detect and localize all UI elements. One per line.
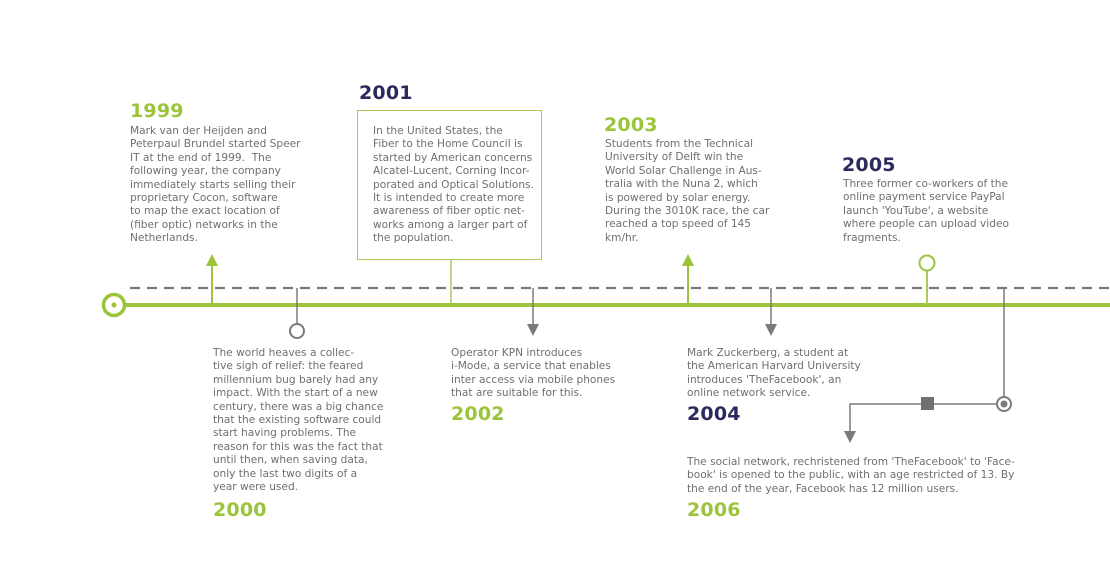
text-line: that are suitable for this.: [451, 387, 583, 400]
text-line: following year, the company: [130, 165, 281, 178]
text-line: The social network, rechristened from 'TheFacebook' to 'Face-: [687, 456, 1015, 468]
text-line: Peterpaul Brundel started Speer: [130, 138, 301, 151]
text-line: km/hr.: [605, 231, 639, 244]
text-line: In the United States, the: [373, 125, 503, 137]
year-2001: 2001: [359, 82, 413, 104]
text-line: Three former co-workers of the: [843, 178, 1008, 190]
arrow-down-icon: [527, 324, 539, 336]
text-line: only the last two digits of a: [213, 467, 358, 480]
text-line: awareness of fiber optic net-: [373, 205, 525, 218]
text-line: World Solar Challenge in Aus-: [605, 164, 762, 177]
year-2004: 2004: [687, 403, 741, 425]
text-line: reached a top speed of 145: [605, 218, 752, 231]
year-2002: 2002: [451, 403, 505, 425]
text-line: the population.: [373, 232, 454, 245]
year-2005: 2005: [842, 154, 896, 176]
text-line: During the 3010K race, the car: [605, 205, 770, 218]
text-line: Alcatel-Lucent, Corning Incor-: [373, 165, 530, 178]
square-marker-icon: [921, 397, 934, 410]
text-line: Fiber to the Home Council is: [373, 138, 523, 151]
year-1999: 1999: [130, 100, 184, 122]
text-line: fragments.: [843, 231, 901, 244]
text-line: i-Mode, a service that enables: [451, 360, 611, 373]
text-line: online network service.: [687, 387, 811, 400]
arrow-down-icon: [765, 324, 777, 336]
text-line: century, there was a big chance: [213, 400, 384, 413]
text-line: impact. With the start of a new: [213, 387, 378, 400]
text-line: IT at the end of 1999. The: [130, 151, 272, 164]
text-line: book' is opened to the public, with an age restricted of 13. By: [687, 469, 1015, 482]
event-2004-text: [687, 347, 861, 401]
text-line: to map the exact location of: [130, 205, 280, 218]
circle-marker-icon: [290, 324, 304, 338]
text-line: launch 'YouTube', a website: [843, 204, 989, 217]
text-line: that the existing software could: [213, 414, 382, 427]
text-line: proprietary Cocon, software: [130, 192, 278, 205]
text-line: works among a larger part of: [373, 218, 528, 231]
text-line: porated and Optical Solutions.: [373, 178, 534, 191]
event-2003-text: [605, 138, 769, 245]
event-2002-text: [451, 347, 615, 401]
text-line: immediately starts selling their: [130, 178, 296, 191]
text-line: Mark van der Heijden and: [130, 125, 267, 137]
text-line: until then, when saving data,: [213, 454, 368, 467]
timeline-start-dot: [112, 303, 117, 308]
arrow-up-icon: [682, 254, 694, 266]
text-line: tralia with the Nuna 2, which: [605, 178, 758, 191]
text-line: Mark Zuckerberg, a student at: [687, 347, 849, 359]
event-2005-text: [843, 178, 1009, 245]
text-line: Operator KPN introduces: [451, 347, 583, 359]
text-line: Netherlands.: [130, 232, 198, 245]
text-line: the American Harvard University: [687, 360, 861, 373]
text-line: millennium bug barely had any: [213, 373, 379, 386]
text-line: University of Delft win the: [605, 151, 744, 164]
event-2001-text: [373, 125, 534, 246]
year-2006: 2006: [687, 499, 741, 521]
text-line: started by American concerns: [373, 151, 533, 164]
event-2000-text: [213, 347, 383, 494]
circle-marker-icon: [920, 256, 935, 271]
event-1999-text: [130, 125, 301, 246]
text-line: where people can upload video: [843, 218, 1009, 231]
text-line: start having problems. The: [213, 427, 357, 440]
text-line: tive sigh of relief: the feared: [213, 360, 364, 373]
text-line: reason for this was the fact that: [213, 440, 383, 453]
text-line: It is intended to create more: [373, 192, 525, 205]
arrow-up-icon: [206, 254, 218, 266]
text-line: is powered by solar energy.: [605, 191, 751, 204]
target-dot: [1001, 401, 1008, 408]
year-2000: 2000: [213, 499, 267, 521]
text-line: Students from the Technical: [605, 138, 754, 150]
event-2006-text: [687, 456, 1015, 496]
text-line: online payment service PayPal: [843, 191, 1005, 204]
text-line: inter access via mobile phones: [451, 373, 616, 386]
text-line: (fiber optic) networks in the: [130, 218, 278, 231]
arrow-down-icon: [844, 431, 856, 443]
text-line: year were used.: [213, 481, 299, 494]
year-2003: 2003: [604, 114, 658, 136]
text-line: the end of the year, Facebook has 12 million users.: [687, 482, 959, 495]
text-line: The world heaves a collec-: [213, 347, 355, 359]
text-line: introduces 'TheFacebook', an: [687, 373, 842, 386]
